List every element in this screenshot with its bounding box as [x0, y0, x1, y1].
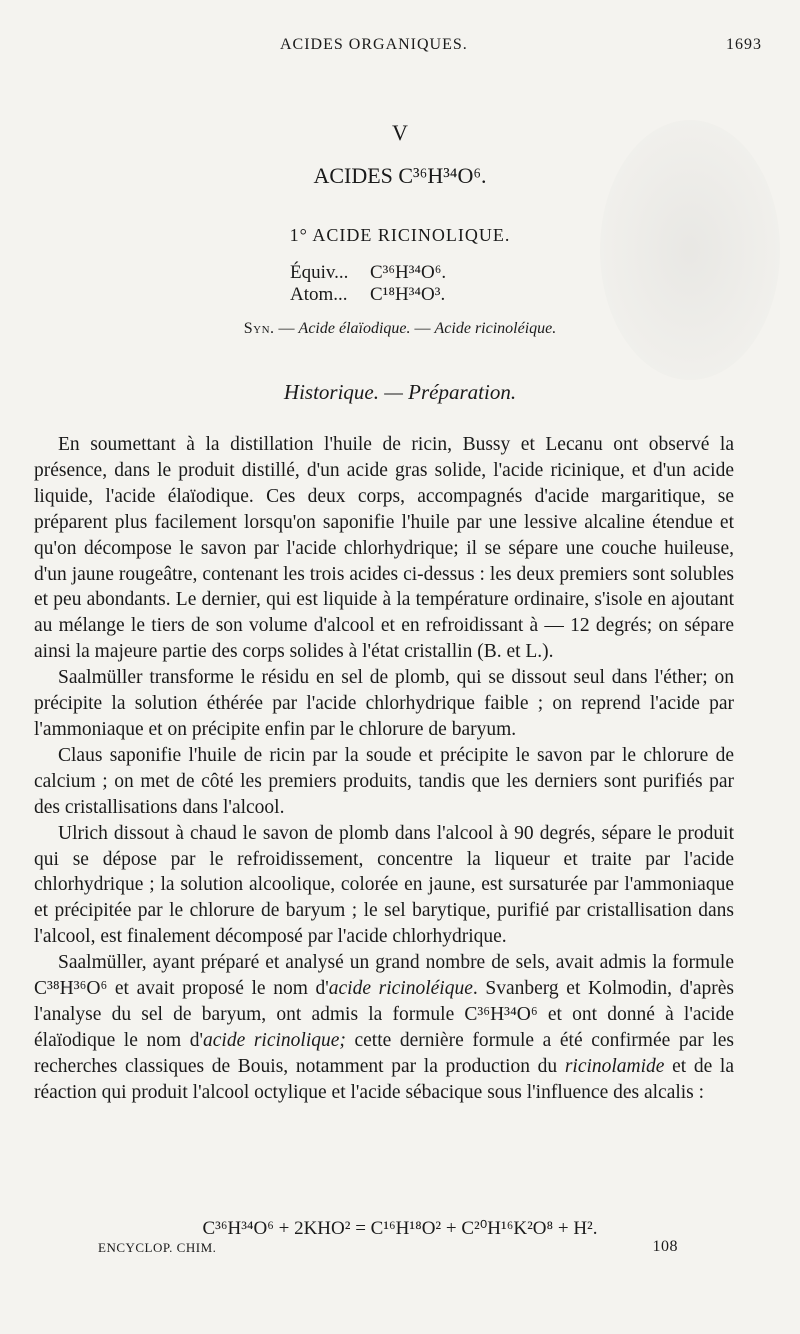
footer-sheet-number: 108 [652, 1238, 678, 1255]
chemical-equation: C³⁶H³⁴O⁶ + 2KHO² = C¹⁶H¹⁸O² + C²⁰H¹⁶K²O⁸ + H². [202, 1218, 598, 1239]
section-numeral: V [392, 120, 408, 145]
formula-value: C³⁶H³⁴O⁶. [370, 262, 447, 283]
formula-equivalent [290, 262, 446, 284]
formula-label: Atom... [290, 284, 348, 305]
show-through-smudge [600, 120, 780, 380]
synonyms-dash: — [274, 320, 299, 337]
paragraph-text: cette dernière formule a été confirmée par les recherches classiques de Bouis, notamment par la production du [34, 1029, 734, 1077]
synonym-second: Acide ricinoléique. [434, 320, 557, 337]
running-head [30, 36, 770, 58]
acid-heading: ACIDES C³⁶H³⁴O⁶. [313, 163, 487, 188]
italic-term: ricinolamide [564, 1055, 665, 1077]
paragraph: Claus saponifie l'huile de ricin par la soude et précipite le savon par le chlorure de calcium ; on met de côté les premiers produits, tandis que les derniers sont purifiés par des cristallisations dans l'alcool. [34, 744, 734, 818]
formula-value: C¹⁸H³⁴O³. [370, 284, 446, 305]
italic-term: acide ricinolique; [203, 1029, 346, 1051]
synonyms-label: Syn. [243, 320, 275, 337]
running-head-title: ACIDES ORGANIQUES. [280, 36, 468, 53]
subsection-title: 1° ACIDE RICINOLIQUE. [289, 225, 511, 245]
formula-label: Équiv... [290, 262, 349, 283]
paragraph: Saalmüller transforme le résidu en sel de plomb, qui se dissout seul dans l'éther; on précipite la solution éthérée par l'acide chlorhydrique faible ; on reprend l'acide par l'ammoniaque et on précipite enfin par le chlorure de baryum. [34, 667, 734, 740]
synonym-first: Acide élaïodique. [298, 320, 411, 337]
synonyms-line [0, 320, 800, 338]
synonyms-separator: — [410, 320, 435, 337]
paragraph: Ulrich dissout à chaud le savon de plomb dans l'alcool à 90 degrés, sépare le produit qui se dépose par le refroidissement, concentre la liqueur et traite par l'acide chlorhydrique ; la solution alcoolique, colorée en jaune, est sursaturée par l'ammoniaque et précipitée par le chlorure de baryum ; le sel barytique, purifié par cristallisation dans l'alcool, est finalement décomposé par l'acide chlorhydrique. [34, 822, 734, 948]
paragraph: En soumettant à la distillation l'huile de ricin, Bussy et Lecanu ont observé la présence, dans le produit distillé, d'un acide gras solide, l'acide ricinique, et d'un acide liquide, l'acide élaïodique. Ces deux corps, accompagnés d'acide margaritique, se préparent plus facilement lorsqu'on saponifie l'huile par une lessive alcaline étendue et qu'on décompose le savon par l'acide chlorhydrique; il se sépare une couche huileuse, d'un jaune rougeâtre, contenant les trois acides ci-dessus : les deux premiers sont solubles et peu abondants. Le dernier, qui est liquide à la température ordinaire, s'isole en ajoutant au mélange le tiers de son volume d'alcool et en refroidissant à — 12 degrés; on sépare ainsi la majeure partie des corps solides à l'état cristallin (B. et L.). [34, 434, 734, 663]
paragraph-text: Saalmüller, ayant préparé et analysé un grand nombre de sels, avait admis la formule C³⁸H³⁶O⁶ et avait proposé le nom d' [34, 952, 734, 1000]
italic-term: acide ricinoléique [328, 978, 473, 1000]
page-footer [98, 1238, 678, 1258]
paragraph-text: et de la réaction qui produit l'alcool octylique et l'acide sébacique sous l'influence des alcalis : [34, 1055, 734, 1103]
body-text [34, 432, 734, 1106]
formula-atomic [290, 284, 445, 306]
paragraph [34, 950, 734, 1105]
page-number: 1693 [726, 36, 762, 53]
section-heading: Historique. — Préparation. [283, 380, 517, 404]
paragraph-text: . Svanberg et Kolmodin, d'après l'analyse du sel de baryum, ont admis la formule C³⁶H³⁴O⁶ et ont donné à l'acide élaïodique le nom d' [34, 978, 734, 1051]
footer-signature: ENCYCLOP. CHIM. [98, 1240, 217, 1255]
